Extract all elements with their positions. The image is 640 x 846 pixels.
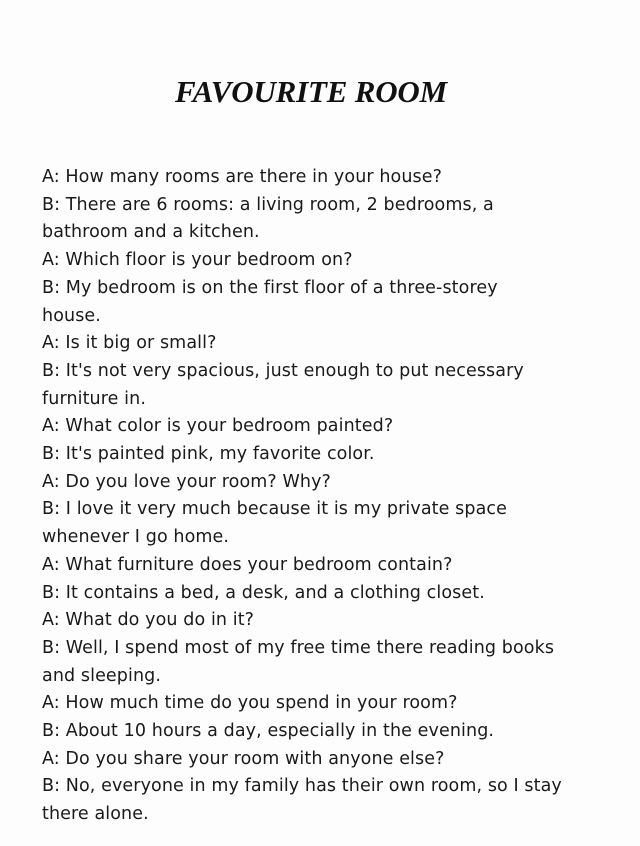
dialogue-line: B: No, everyone in my family has their own room, so I stay xyxy=(42,776,562,797)
dialogue-line: A: Do you share your room with anyone else? xyxy=(42,748,445,769)
dialogue-line: B: There are 6 rooms: a living room, 2 bedrooms, a xyxy=(42,194,494,215)
dialogue-line: A: How many rooms are there in your house? xyxy=(42,167,443,187)
dialogue-text xyxy=(42,164,622,829)
dialogue-line: and sleeping. xyxy=(42,665,162,686)
dialogue-line: B: It's not very spacious, just enough to put necessary xyxy=(42,360,524,381)
page-title: FAVOURITE ROOM xyxy=(175,74,447,109)
dialogue-line: A: What do you do in it? xyxy=(42,610,255,631)
dialogue-line: B: Well, I spend most of my free time there reading books xyxy=(42,637,555,658)
dialogue-line: B: I love it very much because it is my private space xyxy=(42,499,508,520)
dialogue-line: B: It contains a bed, a desk, and a clothing closet. xyxy=(42,582,485,603)
dialogue-line: B: It's painted pink, my favorite color. xyxy=(42,444,375,465)
dialogue-line: A: How much time do you spend in your room? xyxy=(42,693,458,714)
dialogue-line: furniture in. xyxy=(42,388,147,409)
dialogue-line: B: About 10 hours a day, especially in the evening. xyxy=(42,721,495,742)
dialogue-line: A: What color is your bedroom painted? xyxy=(42,416,394,437)
dialogue-line: whenever I go home. xyxy=(42,527,230,548)
dialogue-line: A: What furniture does your bedroom contain? xyxy=(42,554,453,575)
dialogue-line: there alone. xyxy=(42,804,149,825)
dialogue-line: A: Do you love your room? Why? xyxy=(42,471,331,492)
dialogue-line: A: Is it big or small? xyxy=(42,333,217,354)
dialogue-line: A: Which floor is your bedroom on? xyxy=(42,250,353,271)
dialogue-line: B: My bedroom is on the first floor of a three-storey xyxy=(42,277,498,298)
dialogue-line: bathroom and a kitchen. xyxy=(42,222,260,243)
dialogue-line: house. xyxy=(42,305,101,326)
